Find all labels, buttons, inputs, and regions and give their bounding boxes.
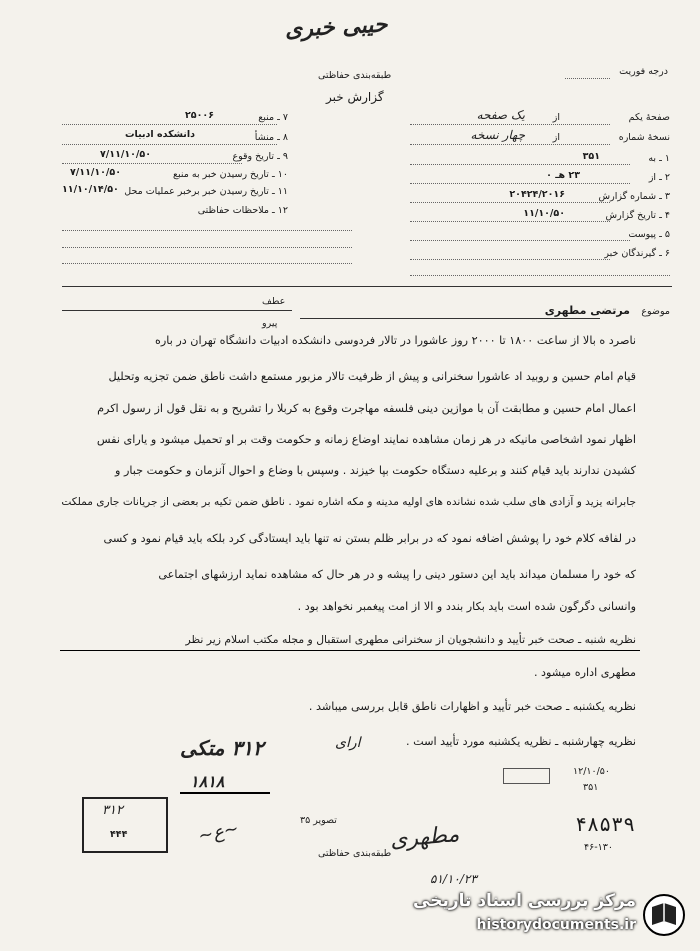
opinion-saturday-cont: مطهری اداره میشود . (533, 666, 636, 679)
bottom-fig-label: تصویر ۳۵ (300, 815, 337, 826)
body-line: کشیدن ندارند باید قیام کنند و برعلیه دستگاه حکومت بپا خیزند . وسپس با وضاع و احوال آنزمان و حکومت جبار و (115, 464, 636, 477)
peyro-label: پیرو (262, 318, 278, 329)
small-stamp (503, 768, 550, 784)
bottom-classification-label: طبقه‌بندی حفاظتی (318, 848, 392, 859)
field-recipients-label: ۶ ـ گیرندگان خبر (604, 248, 670, 259)
body-line: وانسانی دگرگون شده است باید بکار بندد و الا از امت پیغمبر نخواهد بود . (297, 600, 636, 613)
stamp-date: ۱۲/۱۰/۵۰ (573, 766, 611, 777)
document-number: ۴۸۵۳۹ (575, 812, 636, 836)
opinion-sunday: نظریه یکشنبه ـ صحت خبر تأیید و اظهارات ناطق قابل بررسی میباشد . (308, 700, 636, 713)
stamp-box (82, 797, 168, 853)
body-line: ناصرد ه بالا از ساعت ۱۸۰۰ تا ۲۰۰۰ روز عاشورا در تالار فردوسی دانشکده ادبیات دانشگاه تهران در باره (155, 334, 636, 347)
field-occurrence-label: ۹ ـ تاریخ وقوع (232, 151, 288, 162)
handwritten-scribble: ~ع~ (196, 817, 241, 848)
field-page-label: صفحهٔ یکم (628, 112, 670, 123)
field-to-value: ۳۵۱ (582, 151, 600, 162)
field-received-source-label: ۱۰ ـ تاریخ رسیدن خبر به منبع (173, 169, 288, 180)
degree-label: درجه فوریت (619, 66, 668, 77)
field-copy-label: نسخهٔ شماره (618, 132, 670, 143)
field-page-value: یک صفحه (476, 108, 525, 122)
bottom-handwritten-note: ۵۱/۱۰/۲۳ (430, 872, 477, 886)
field-from-label: ۲ ـ از (648, 172, 670, 183)
field-report-date-value: ۱۱/۱۰/۵۰ (523, 208, 565, 219)
field-report-number-label: ۳ ـ شماره گزارش (598, 191, 670, 202)
field-received-ops-value: ۱۱/۱۰/۱۴/۵۰ (62, 184, 119, 195)
body-line: اعمال امام حسین و مطابقت آن با موازین دینی فلسفه مهاجرت وقوع به کربلا را تشریح و به نقل قول از رسول اکرم (97, 402, 636, 415)
body-line: قیام امام حسین و روبید اد عاشورا سخنرانی و پیش از ظرفیت تالار مزبور مستمع داشت ناطق ضمن تجزیه وتحلیل (108, 370, 636, 383)
watermark-title: مرکز بررسی اسناد تاریخی (413, 891, 636, 911)
field-copy-from: از (552, 132, 560, 143)
opinion-saturday: نظریه شنبه ـ صحت خبر تأیید و دانشجویان از سخنرانی مطهری استقبال و مجله مکتب اسلام زیر نظر (185, 633, 636, 646)
field-origin-value: دانشکده ادبیات (125, 129, 195, 140)
field-to-label: ۱ ـ به (648, 153, 670, 164)
book-logo-icon (642, 893, 686, 937)
handwritten-initials: ارای (335, 735, 361, 751)
classification-label: طبقه‌بندی حفاظتی (318, 70, 392, 81)
field-occurrence-value: ۷/۱۱/۱۰/۵۰ (100, 149, 151, 160)
report-title: گزارش خبر (326, 90, 384, 104)
handwritten-title: حیبی خبری (284, 11, 389, 43)
stamp-code: ۳۵۱ (583, 782, 599, 793)
stamp-box-number: ۳۱۲ (102, 803, 123, 818)
field-received-ops-label: ۱۱ ـ تاریخ رسیدن خبر برخبر عملیات محل (124, 186, 288, 197)
subject-label: موضوع (641, 306, 670, 317)
opinion-wednesday: نظریه چهارشنبه ـ نظریه یکشنبه مورد تأیید است . (406, 735, 636, 748)
body-line: در لفافه کلام خود را پوشش اضافه نمود که در برابر ظلم بستن نه تنها باید ایستادگی کرد بلکه باید قیام نمود و کسی (103, 532, 636, 545)
field-attachment-label: ۵ ـ پیوست (628, 229, 670, 240)
watermark-url: historydocuments.ir (476, 917, 636, 933)
field-copy-value: چهار نسخه (470, 128, 525, 142)
stamp-box-count: ۴۴۴ (110, 829, 128, 840)
field-report-number-value: ۲۰۴۲۴/۲۰۱۶ (509, 189, 565, 200)
field-source-label: ۷ ـ منبع (258, 112, 288, 123)
document-code: ۴۶-۱۳۰ (584, 842, 613, 853)
watermark (413, 887, 690, 943)
field-protective-label: ۱۲ ـ ملاحظات حفاظتی (197, 205, 288, 216)
atf-label: عطف (262, 296, 286, 307)
bottom-handwritten-signature: مطهری (389, 822, 461, 853)
field-received-source-value: ۷/۱۱/۱۰/۵۰ (70, 167, 121, 178)
body-line: اظهار نمود اشخاصی مانیکه در هر زمان مشاهده نمایند اوضاع زمانه و حکومت وقت بر او تحمیل میشود و یارای نفس (96, 433, 636, 446)
field-source-value: ۲۵۰۰۶ (185, 110, 214, 121)
field-origin-label: ۸ ـ منشأ (254, 132, 288, 143)
field-from-value: ۲۳ هـ ۰ (546, 170, 580, 181)
body-line: که خود را مسلمان میداند باید این دستور دینی را پیشه و در هر حال که مشاهده نماید ارزشهای اجتماعی (158, 568, 636, 581)
handwritten-number: ۱۸۱۸ (190, 772, 225, 791)
handwritten-signature-1: ۳۱۲ متکی (180, 736, 264, 760)
body-line: جابرانه یزید و آزادی های سلب شده نشانده های اولیه مدینه و مکه اشاره نمود . ناطق ضمن تکیه بر بعضی از جریانات جاری مملکت (61, 496, 636, 508)
subject-value: مرتضی مطهری (544, 304, 630, 317)
field-report-date-label: ۴ ـ تاریخ گزارش (605, 210, 670, 221)
field-page-from: از (552, 112, 560, 123)
